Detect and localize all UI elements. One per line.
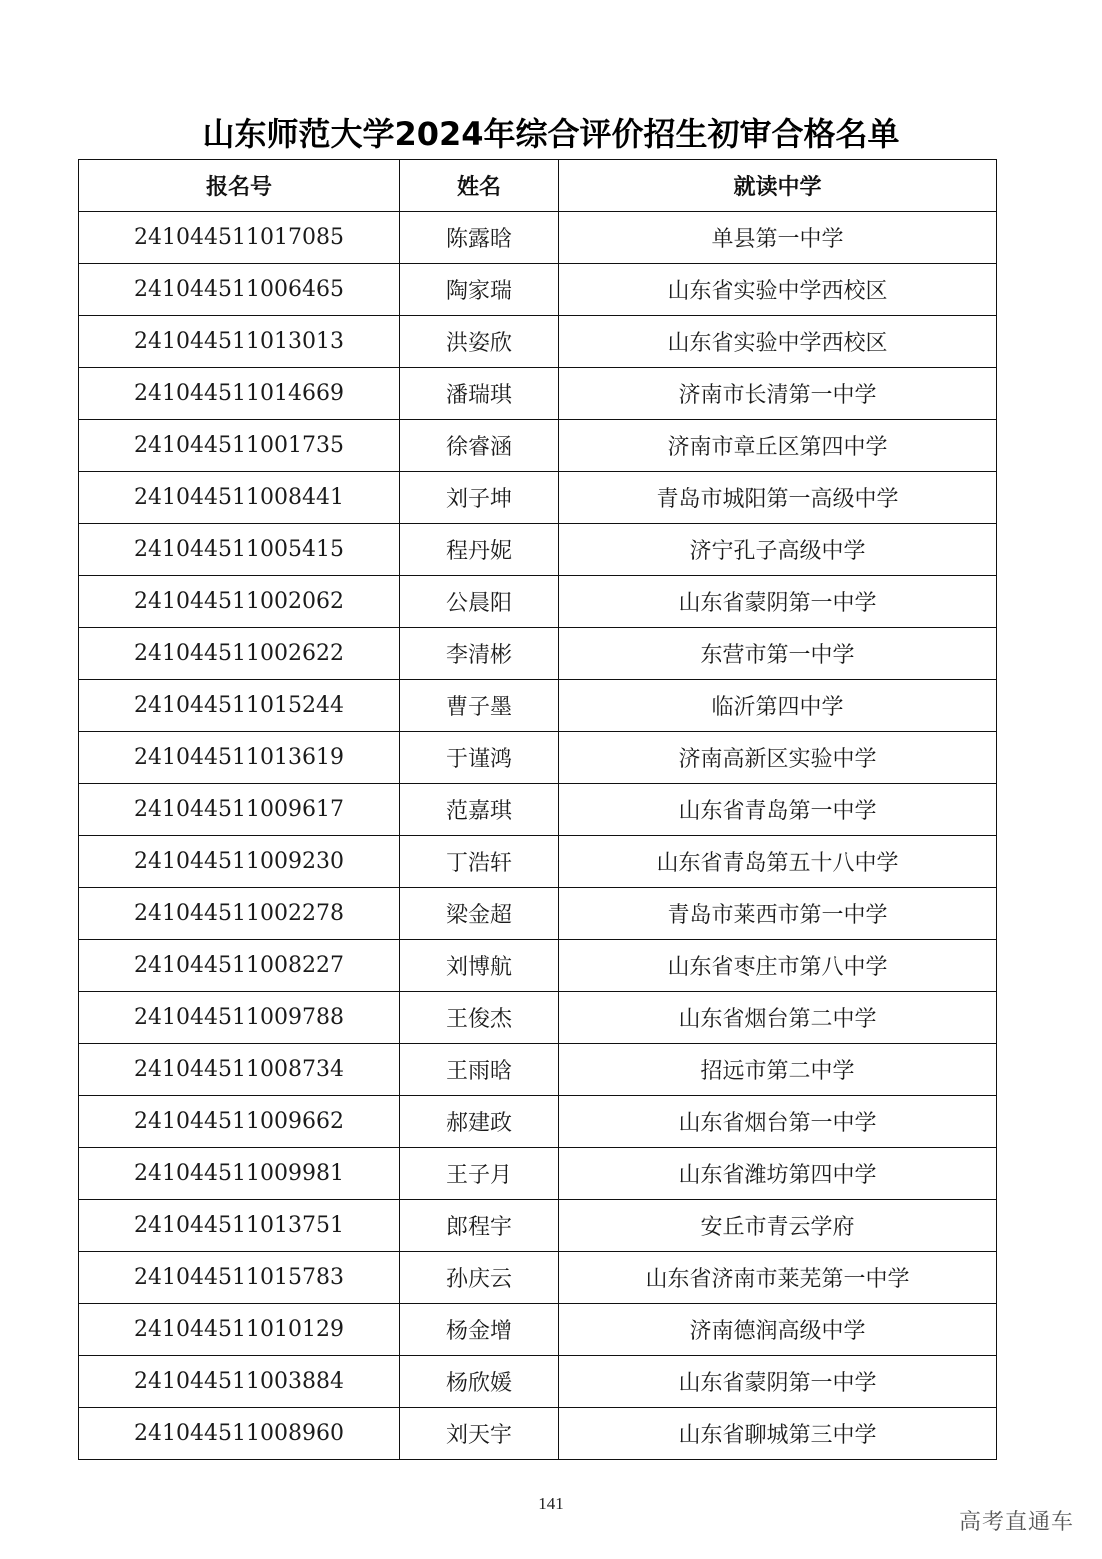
table-row — [79, 1200, 997, 1252]
registration-number-cell: 241044511009617 — [79, 784, 400, 836]
table-row — [79, 628, 997, 680]
table-row — [79, 1304, 997, 1356]
student-name-cell: 潘瑞琪 — [400, 368, 559, 420]
student-name-cell: 陈露晗 — [400, 212, 559, 264]
school-name-cell: 山东省蒙阴第一中学 — [559, 1356, 997, 1408]
table-row — [79, 888, 997, 940]
registration-number-cell: 241044511013013 — [79, 316, 400, 368]
registration-number-cell: 241044511013751 — [79, 1200, 400, 1252]
student-name-cell: 刘博航 — [400, 940, 559, 992]
table-row — [79, 576, 997, 628]
page-number: 141 — [538, 1494, 564, 1513]
student-name-cell: 郎程宇 — [400, 1200, 559, 1252]
school-name-cell: 济南高新区实验中学 — [559, 732, 997, 784]
registration-number-cell: 241044511009662 — [79, 1096, 400, 1148]
student-name-cell: 刘子坤 — [400, 472, 559, 524]
school-name-cell: 招远市第二中学 — [559, 1044, 997, 1096]
school-name-cell: 临沂第四中学 — [559, 680, 997, 732]
student-name-cell: 刘天宇 — [400, 1408, 559, 1460]
school-name-cell: 济南市章丘区第四中学 — [559, 420, 997, 472]
school-name-cell: 济宁孔子高级中学 — [559, 524, 997, 576]
table-row — [79, 1356, 997, 1408]
school-name-cell: 山东省烟台第一中学 — [559, 1096, 997, 1148]
school-name-cell: 单县第一中学 — [559, 212, 997, 264]
table-row — [79, 940, 997, 992]
student-name-cell: 范嘉琪 — [400, 784, 559, 836]
student-name-cell: 徐睿涵 — [400, 420, 559, 472]
watermark: 高考直通车 — [958, 1510, 1074, 1535]
student-name-cell: 程丹妮 — [400, 524, 559, 576]
school-name-cell: 山东省烟台第二中学 — [559, 992, 997, 1044]
registration-number-cell: 241044511017085 — [79, 212, 400, 264]
school-name-cell: 东营市第一中学 — [559, 628, 997, 680]
registration-number-cell: 241044511005415 — [79, 524, 400, 576]
table-row — [79, 732, 997, 784]
registration-number-cell: 241044511008960 — [79, 1408, 400, 1460]
school-name-cell: 山东省枣庄市第八中学 — [559, 940, 997, 992]
school-name-cell: 山东省聊城第三中学 — [559, 1408, 997, 1460]
table-row — [79, 784, 997, 836]
header-name: 姓名 — [400, 160, 559, 212]
table-row — [79, 264, 997, 316]
table-row — [79, 212, 997, 264]
school-name-cell: 山东省实验中学西校区 — [559, 264, 997, 316]
student-name-cell: 孙庆云 — [400, 1252, 559, 1304]
school-name-cell: 山东省青岛第五十八中学 — [559, 836, 997, 888]
table-row — [79, 524, 997, 576]
registration-number-cell: 241044511014669 — [79, 368, 400, 420]
school-name-cell: 青岛市莱西市第一中学 — [559, 888, 997, 940]
student-name-cell: 李清彬 — [400, 628, 559, 680]
registration-number-cell: 241044511002062 — [79, 576, 400, 628]
school-name-cell: 济南德润高级中学 — [559, 1304, 997, 1356]
school-name-cell: 山东省蒙阴第一中学 — [559, 576, 997, 628]
registration-number-cell: 241044511010129 — [79, 1304, 400, 1356]
school-name-cell: 山东省济南市莱芜第一中学 — [559, 1252, 997, 1304]
table-row — [79, 420, 997, 472]
registration-number-cell: 241044511009981 — [79, 1148, 400, 1200]
student-name-cell: 曹子墨 — [400, 680, 559, 732]
table-row — [79, 1044, 997, 1096]
student-name-cell: 洪姿欣 — [400, 316, 559, 368]
school-name-cell: 山东省青岛第一中学 — [559, 784, 997, 836]
registration-number-cell: 241044511006465 — [79, 264, 400, 316]
table-row — [79, 992, 997, 1044]
table-row — [79, 1148, 997, 1200]
registration-number-cell: 241044511008734 — [79, 1044, 400, 1096]
table-row — [79, 1252, 997, 1304]
admission-roster-table — [78, 159, 997, 1460]
student-name-cell: 杨欣媛 — [400, 1356, 559, 1408]
registration-number-cell: 241044511003884 — [79, 1356, 400, 1408]
registration-number-cell: 241044511008227 — [79, 940, 400, 992]
table-header — [79, 160, 997, 212]
student-name-cell: 王俊杰 — [400, 992, 559, 1044]
student-name-cell: 杨金增 — [400, 1304, 559, 1356]
table-row — [79, 316, 997, 368]
table-row — [79, 368, 997, 420]
student-name-cell: 丁浩轩 — [400, 836, 559, 888]
document-title: 山东师范大学2024年综合评价招生初审合格名单 — [202, 115, 900, 153]
registration-number-cell: 241044511002622 — [79, 628, 400, 680]
student-name-cell: 郝建政 — [400, 1096, 559, 1148]
header-row — [79, 160, 997, 212]
school-name-cell: 山东省实验中学西校区 — [559, 316, 997, 368]
student-name-cell: 王雨晗 — [400, 1044, 559, 1096]
registration-number-cell: 241044511015244 — [79, 680, 400, 732]
table-row — [79, 680, 997, 732]
student-name-cell: 梁金超 — [400, 888, 559, 940]
table-row — [79, 1408, 997, 1460]
table-row — [79, 472, 997, 524]
school-name-cell: 山东省潍坊第四中学 — [559, 1148, 997, 1200]
table-row — [79, 836, 997, 888]
registration-number-cell: 241044511001735 — [79, 420, 400, 472]
school-name-cell: 济南市长清第一中学 — [559, 368, 997, 420]
registration-number-cell: 241044511002278 — [79, 888, 400, 940]
table-row — [79, 1096, 997, 1148]
header-school: 就读中学 — [559, 160, 997, 212]
school-name-cell: 青岛市城阳第一高级中学 — [559, 472, 997, 524]
student-name-cell: 陶家瑞 — [400, 264, 559, 316]
student-name-cell: 公晨阳 — [400, 576, 559, 628]
table-body — [79, 212, 997, 1460]
registration-number-cell: 241044511013619 — [79, 732, 400, 784]
registration-number-cell: 241044511009788 — [79, 992, 400, 1044]
registration-number-cell: 241044511008441 — [79, 472, 400, 524]
header-registration-number: 报名号 — [79, 160, 400, 212]
student-name-cell: 王子月 — [400, 1148, 559, 1200]
school-name-cell: 安丘市青云学府 — [559, 1200, 997, 1252]
registration-number-cell: 241044511015783 — [79, 1252, 400, 1304]
registration-number-cell: 241044511009230 — [79, 836, 400, 888]
student-name-cell: 于谨鸿 — [400, 732, 559, 784]
